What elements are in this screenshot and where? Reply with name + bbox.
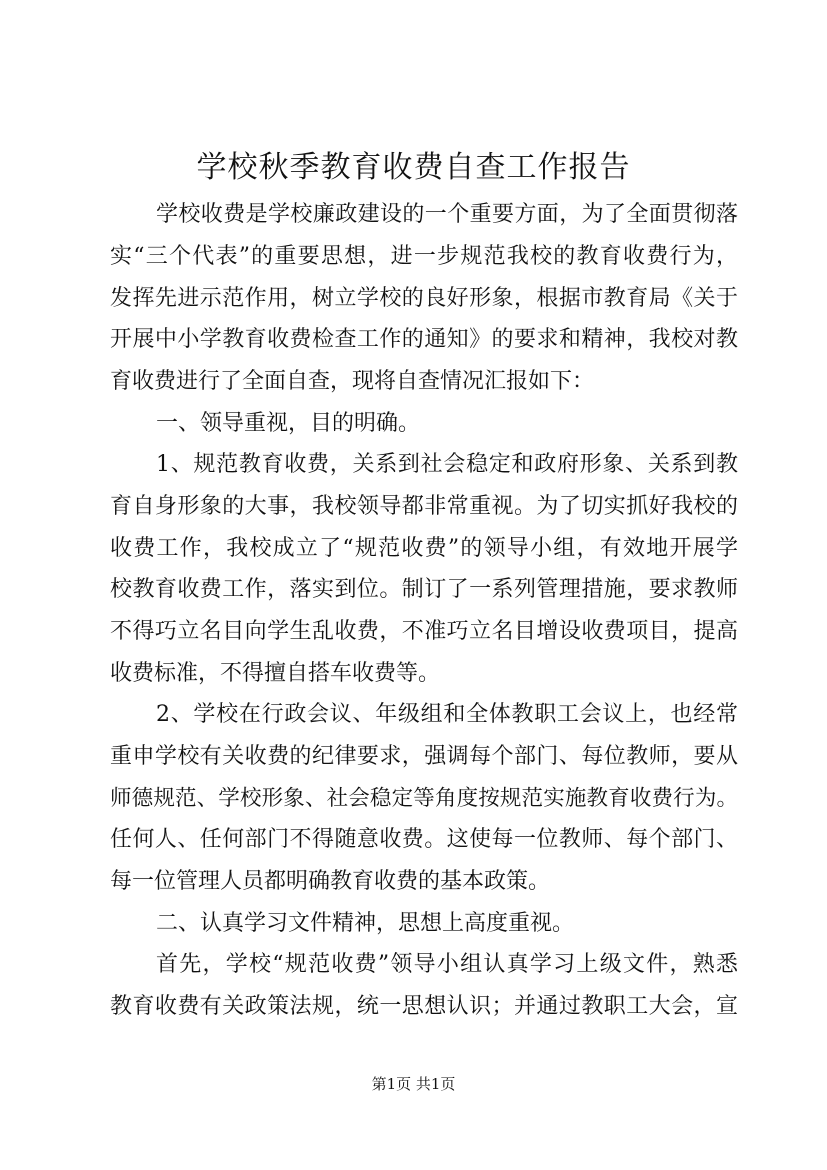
paragraph-line: 育自身形象的大事，我校领导都非常重视。为了切实抓好我校的 <box>110 494 738 519</box>
paragraph-line: 师德规范、学校形象、社会稳定等角度按规范实施教育收费行为。 <box>110 786 738 811</box>
paragraph-line: 收费工作，我校成立了“规范收费”的领导小组，有效地开展学 <box>110 536 738 561</box>
paragraph-line: 教育收费有关政策法规，统一思想认识；并通过教职工大会，宣 <box>110 994 738 1019</box>
paragraph-line: 1、规范教育收费，关系到社会稳定和政府形象、关系到教 <box>156 452 738 477</box>
paragraph-line: 发挥先进示范作用，树立学校的良好形象，根据市教育局《关于 <box>110 286 738 311</box>
paragraph-line: 收费标准，不得擅自搭车收费等。 <box>110 661 441 686</box>
paragraph-line: 首先，学校“规范收费”领导小组认真学习上级文件，熟悉 <box>156 952 738 977</box>
paragraph-line: 2、学校在行政会议、年级组和全体教职工会议上，也经常 <box>156 702 738 727</box>
paragraph-line: 育收费进行了全面自查，现将自查情况汇报如下： <box>110 369 595 394</box>
page-footer: 第1页 共1页 <box>371 1075 456 1093</box>
paragraph-line: 校教育收费工作，落实到位。制订了一系列管理措施，要求教师 <box>110 577 738 602</box>
paragraph-line: 学校收费是学校廉政建设的一个重要方面，为了全面贯彻落 <box>156 202 738 227</box>
paragraph-line: 开展中小学教育收费检查工作的通知》的要求和精神，我校对教 <box>110 327 738 352</box>
paragraph-line: 不得巧立名目向学生乱收费，不准巧立名目增设收费项目，提高 <box>110 619 738 644</box>
paragraph-line: 实“三个代表”的重要思想，进一步规范我校的教育收费行为， <box>110 244 738 269</box>
paragraph-line: 每一位管理人员都明确教育收费的基本政策。 <box>110 869 551 894</box>
document-title: 学校秋季教育收费自查工作报告 <box>196 150 631 185</box>
paragraph-line: 重申学校有关收费的纪律要求，强调每个部门、每位教师，要从 <box>110 744 738 769</box>
paragraph-line: 任何人、任何部门不得随意收费。这使每一位教师、每个部门、 <box>110 827 738 852</box>
section-heading: 一、领导重视，目的明确。 <box>156 411 421 436</box>
section-heading: 二、认真学习文件精神，思想上高度重视。 <box>156 911 575 936</box>
